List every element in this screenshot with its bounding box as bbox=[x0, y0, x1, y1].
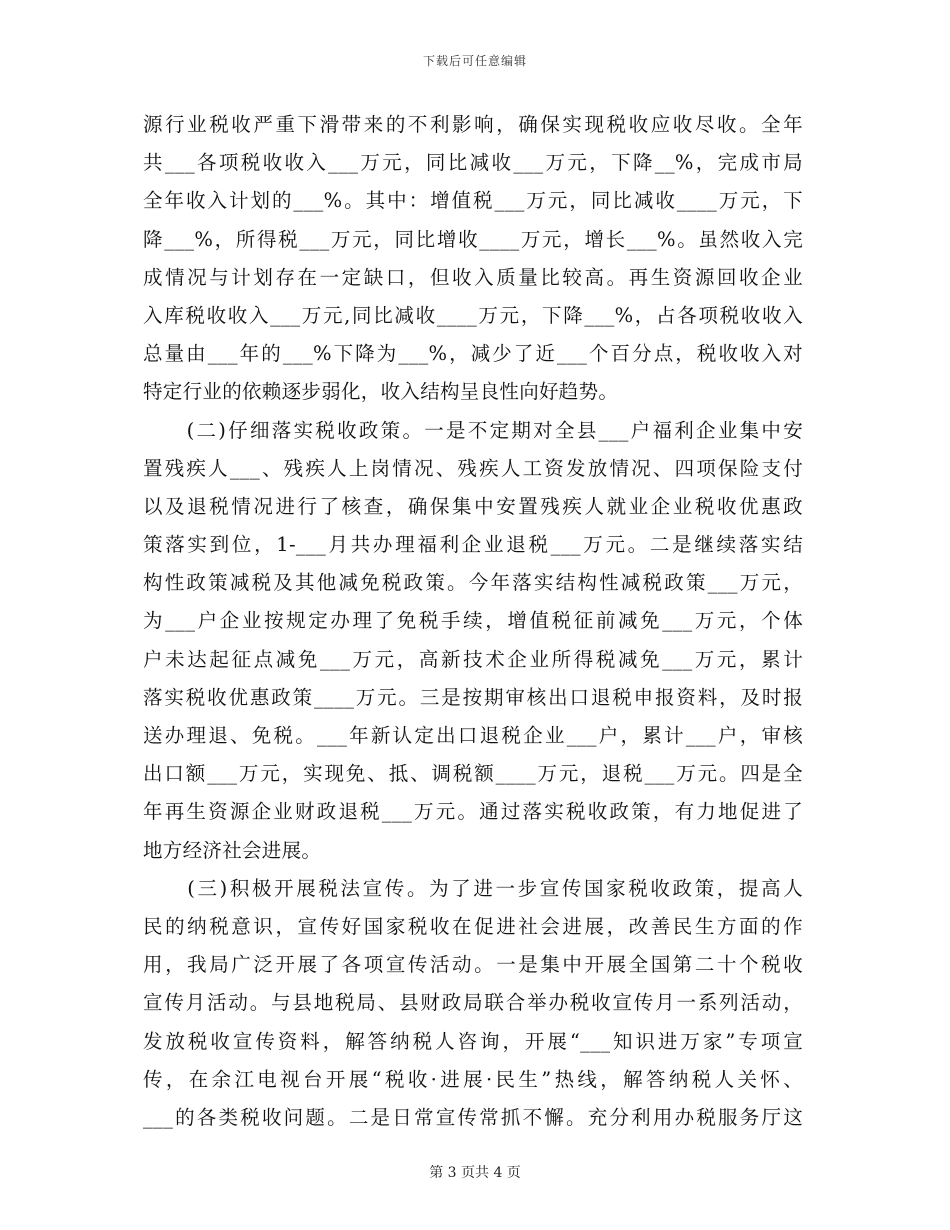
text-line: 特定行业的依赖逐步弱化，收入结构呈良性向好趋势。 bbox=[143, 380, 619, 404]
text-line: 落实税收优惠政策____万元。三是按期审核出口退税申报资料，及时报 bbox=[143, 685, 803, 709]
text-line: 全年收入计划的___%。其中：增值税___万元，同比减收____万元，下 bbox=[143, 189, 803, 213]
text-line: ___的各类税收问题。二是日常宣传常抓不懈。充分利用办税服务厅这 bbox=[143, 1105, 803, 1129]
text-line: 以及退税情况进行了核查，确保集中安置残疾人就业企业税收优惠政 bbox=[143, 494, 803, 518]
text-line: 发放税收宣传资料，解答纳税人咨询，开展“___知识进万家”专项宣 bbox=[143, 1029, 803, 1053]
page-header: 下载后可任意编辑 bbox=[422, 54, 527, 68]
text-line: (二)仔细落实税收政策。一是不定期对全县___户福利企业集中安 bbox=[143, 418, 803, 442]
text-line: 策落实到位，1-___月共办理福利企业退税___万元。二是继续落实结 bbox=[143, 533, 803, 557]
text-line: 构性政策减税及其他减免税政策。今年落实结构性减税政策___万元， bbox=[143, 571, 803, 595]
text-line: (三)积极开展税法宣传。为了进一步宣传国家税收政策，提高人 bbox=[143, 876, 803, 900]
text-line: 入库税收收入___万元,同比减收____万元，下降___%，占各项税收收入 bbox=[143, 303, 803, 327]
text-line: 源行业税收严重下滑带来的不利影响，确保实现税收应收尽收。全年 bbox=[143, 113, 803, 136]
text-line: 成情况与计划存在一定缺口，但收入质量比较高。再生资源回收企业 bbox=[143, 265, 803, 289]
text-line: 传，在余江电视台开展“税收·进展·民生”热线，解答纳税人关怀、 bbox=[143, 1067, 803, 1091]
text-line: 地方经济社会进展。 bbox=[143, 838, 322, 862]
text-line: 民的纳税意识，宣传好国家税收在促进社会进展，改善民生方面的作 bbox=[143, 914, 803, 938]
text-line: 置残疾人___、残疾人上岗情况、残疾人工资发放情况、四项保险支付 bbox=[143, 456, 803, 480]
paragraph-revenue bbox=[143, 106, 803, 412]
text-line: 总量由___年的___%下降为___%，减少了近___个百分点，税收收入对 bbox=[143, 342, 803, 366]
text-line: 宣传月活动。与县地税局、县财政局联合举办税收宣传月一系列活动， bbox=[143, 991, 803, 1015]
text-line: 户未达起征点减免___万元，高新技术企业所得税减免___万元，累计 bbox=[143, 647, 803, 671]
text-line: 送办理退、免税。___年新认定出口退税企业___户，累计___户，审核 bbox=[143, 724, 803, 747]
text-line: 出口额___万元，实现免、抵、调税额____万元，退税___万元。四是全 bbox=[143, 762, 803, 786]
text-line: 共___各项税收收入___万元，同比减收___万元，下降__%，完成市局 bbox=[143, 151, 803, 175]
text-line: 为___户企业按规定办理了免税手续，增值税征前减免___万元，个体 bbox=[143, 609, 803, 633]
text-line: 降___%，所得税___万元，同比增收____万元，增长___%。虽然收入完 bbox=[143, 227, 803, 251]
document-body bbox=[143, 106, 803, 1137]
text-line: 年再生资源企业财政退税___万元。通过落实税收政策，有力地促进了 bbox=[143, 800, 803, 824]
text-line: 用，我局广泛开展了各项宣传活动。一是集中开展全国第二十个税收 bbox=[143, 953, 803, 977]
paragraph-tax-policy bbox=[143, 412, 803, 870]
page-number: 第 3 页共 4 页 bbox=[429, 1165, 521, 1181]
paragraph-tax-publicity bbox=[143, 870, 803, 1137]
